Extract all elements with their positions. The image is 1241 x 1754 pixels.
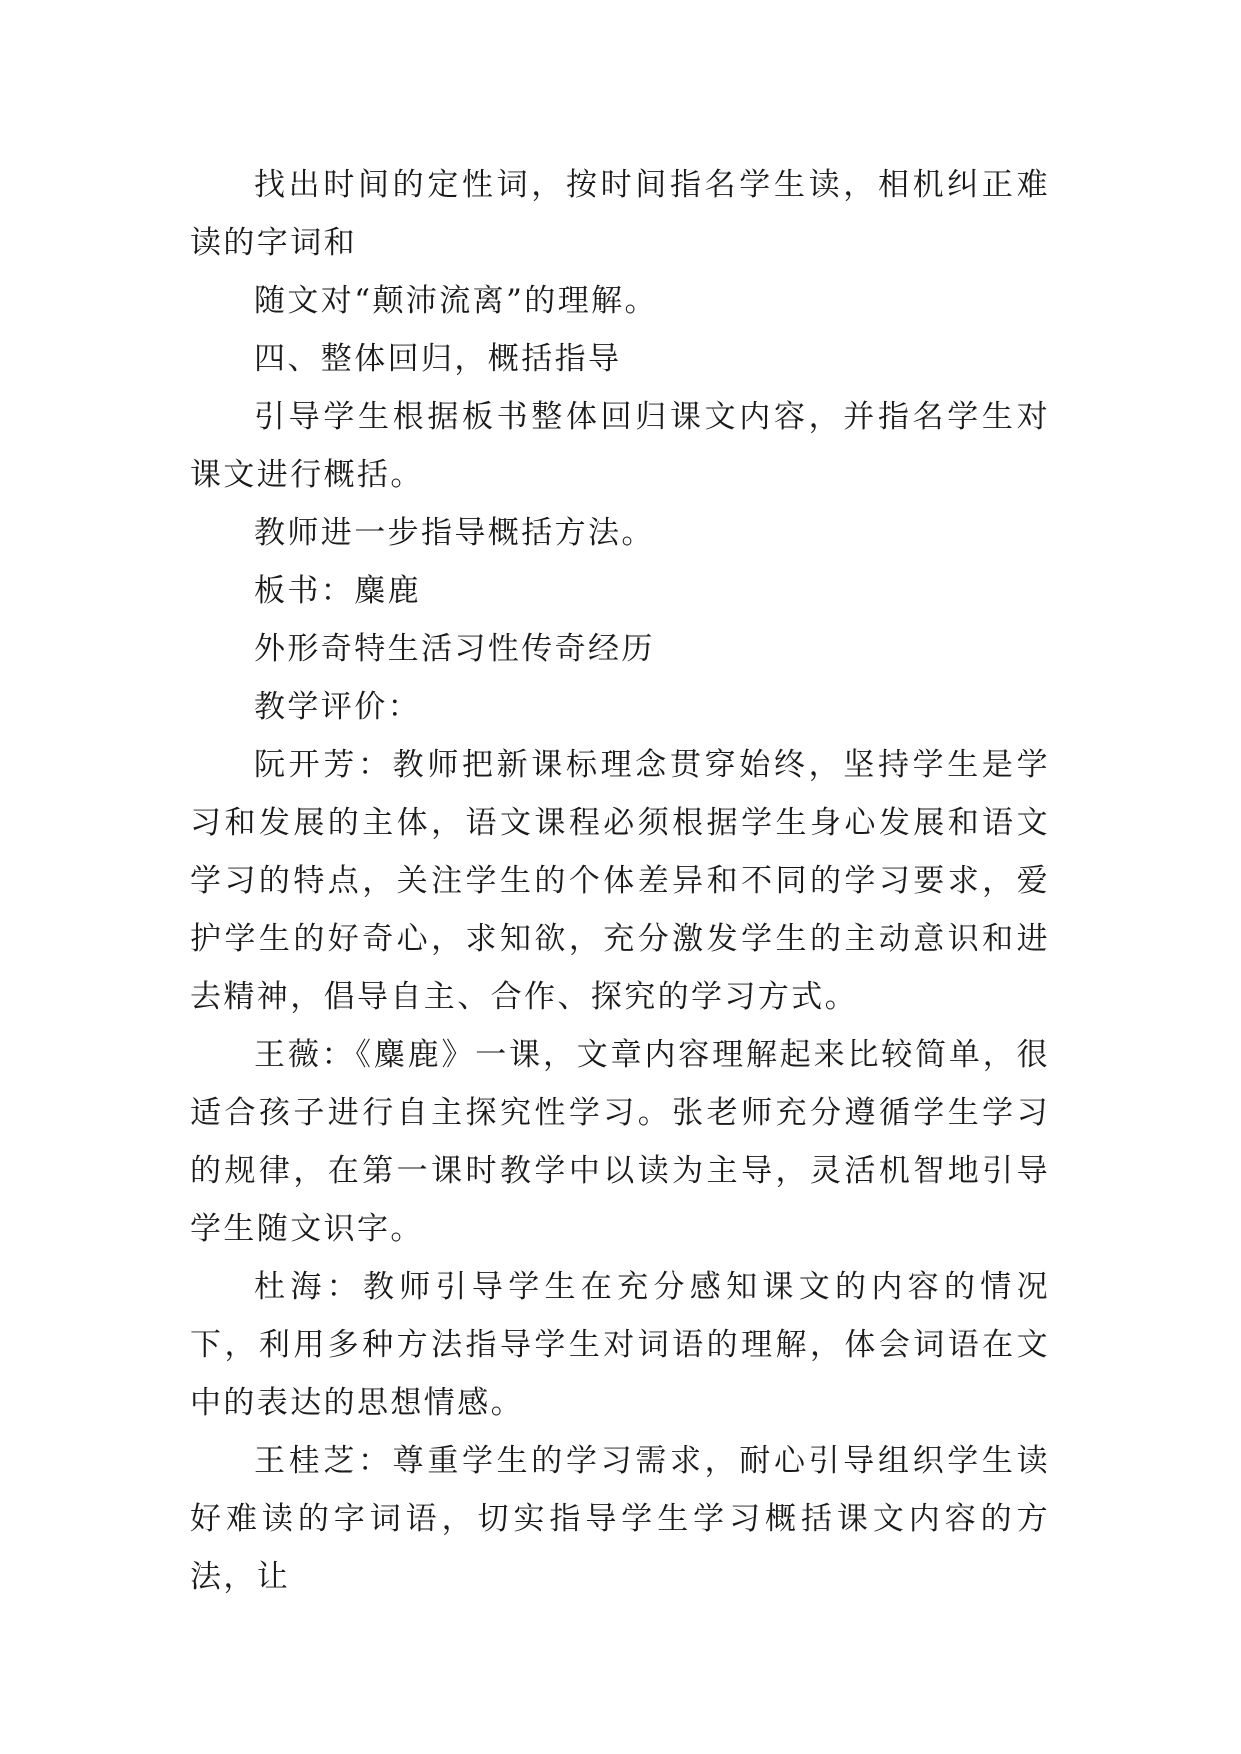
document-body bbox=[190, 156, 1050, 1606]
blackboard-content: 外形奇特生活习性传奇经历 bbox=[254, 631, 655, 667]
evaluation-paragraph: 阮开芳：教师把新课标理念贯穿始终，坚持学生是学习和发展的主体，语文课程必须根据学生身心发展和语文学习的特点，关注学生的个体差异和不同的学习要求，爱护学生的好奇心，求知欲，充分激发学生的主动意识和进去精神，倡导自主、合作、探究的学习方式。 bbox=[190, 747, 1050, 1015]
paragraph: 随文对“颠沛流离”的理解。 bbox=[254, 283, 658, 319]
section-heading: 四、整体回归，概括指导 bbox=[254, 341, 622, 377]
evaluation-paragraph: 王桂芝：尊重学生的学习需求，耐心引导组织学生读好难读的字词语，切实指导学生学习概括课文内容的方法，让 bbox=[190, 1443, 1050, 1595]
evaluation-paragraph: 杜海：教师引导学生在充分感知课文的内容的情况下，利用多种方法指导学生对词语的理解，体会词语在文中的表达的思想情感。 bbox=[190, 1269, 1050, 1421]
paragraph: 引导学生根据板书整体回归课文内容，并指名学生对课文进行概括。 bbox=[190, 399, 1050, 493]
evaluation-paragraph: 王薇：《麋鹿》一课，文章内容理解起来比较简单，很适合孩子进行自主探究性学习。张老师充分遵循学生学习的规律，在第一课时教学中以读为主导，灵活机智地引导学生随文识字。 bbox=[190, 1037, 1050, 1247]
blackboard-title: 板书：麋鹿 bbox=[254, 573, 421, 609]
paragraph: 找出时间的定性词，按时间指名学生读，相机纠正难读的字词和 bbox=[190, 167, 1050, 261]
evaluation-heading: 教学评价： bbox=[254, 689, 421, 725]
paragraph: 教师进一步指导概括方法。 bbox=[254, 515, 655, 551]
